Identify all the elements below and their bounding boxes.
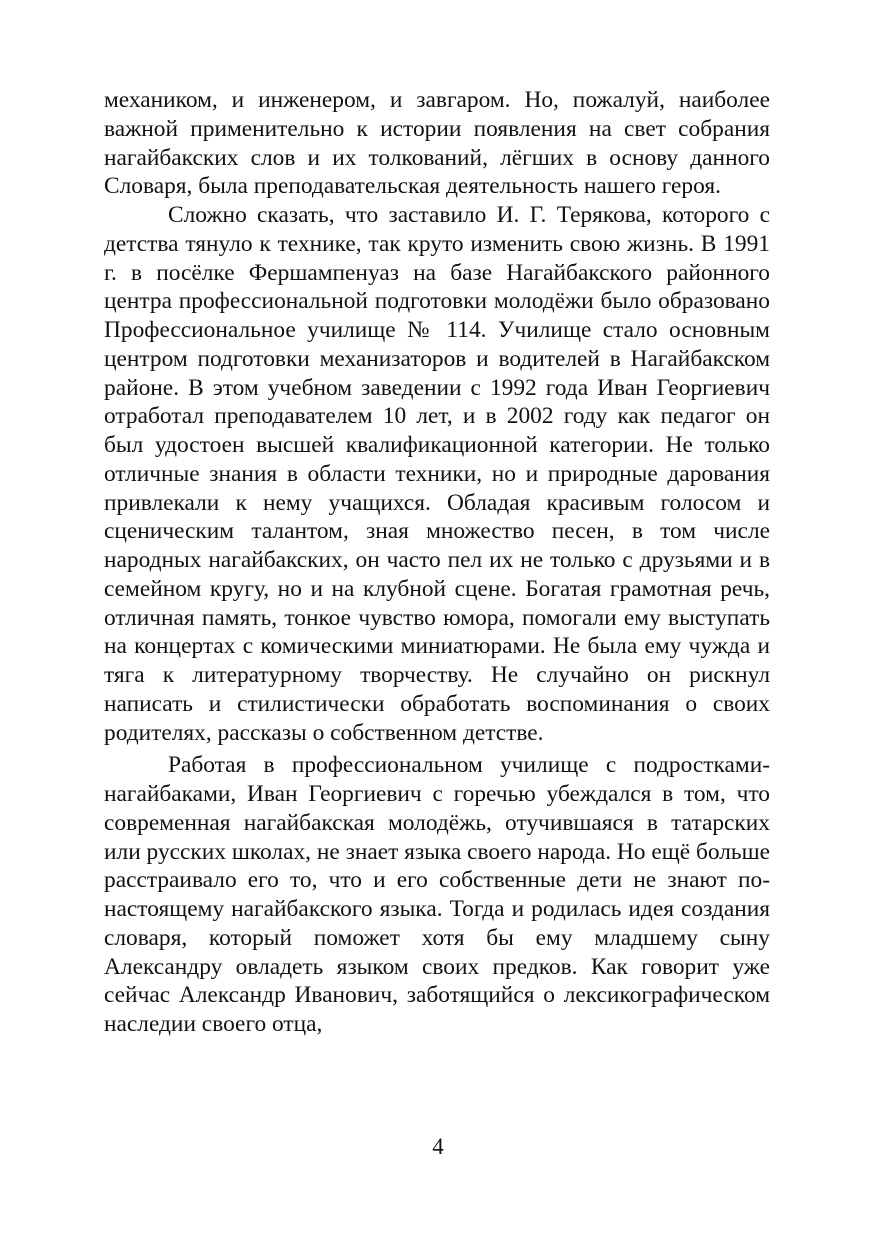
body-text	[104, 86, 770, 1039]
paragraph-continuation: механиком, и инженером, и завгаром. Но, пожалуй, наиболее важной применительно к истории появления на свет собрания нагайбакских слов и их толкований, лёгших в основу данного Словаря, была преподавательская деятельность нашего героя.	[104, 87, 770, 200]
paragraph-teryakov-biography: Сложно сказать, что заставило И. Г. Терякова, которого с детства тянуло к технике, так круто изменить свою жизнь. В 1991 г. в посёлке Фершампенуаз на базе Нагайбакского районного центра профессиональной подготовки молодёжи было образовано Профессиональное училище № 114. Училище стало основным центром подготовки механизаторов и водителей в Нагайбакском районе. В этом учебном заведении с 1992 года Иван Георгиевич отработал преподавателем 10 лет, и в 2002 году как педагог он был удостоен высшей квалификационной категории. Не только отличные знания в области техники, но и природные дарования привлекали к нему учащихся. Обладая красивым голосом и сценическим талантом, зная множество песен, в том числе народных нагайбакских, он часто пел их не только с друзьями и в семейном кругу, но и на клубной сцене. Богатая грамотная речь, отличная память, тонкое чувство юмора, помогали ему выступать на концертах с комическими миниатюрами. Не была ему чужда и тяга к литературному творчеству. Не случайно он рискнул написать и стилистически обработать воспоминания о своих родителях, рассказы о собственном детстве.	[104, 202, 770, 746]
paragraph-dictionary-idea: Работая в профессиональном училище с подростками-нагайбаками, Иван Георгиевич с горечью убеждался в том, что современная нагайбакская молодёжь, отучившаяся в татарских или русских школах, не знает языка своего народа. Но ещё больше расстраивало его то, что и его собственные дети не знают по-настоящему нагайбакского языка. Тогда и родилась идея создания словаря, который поможет хотя бы ему младшему сыну Александру овладеть языком своих предков. Как говорит уже сейчас Александр Иванович, заботящийся о лексикографическом наследии своего отца,	[104, 752, 770, 1037]
page-number: 4	[432, 1134, 444, 1159]
